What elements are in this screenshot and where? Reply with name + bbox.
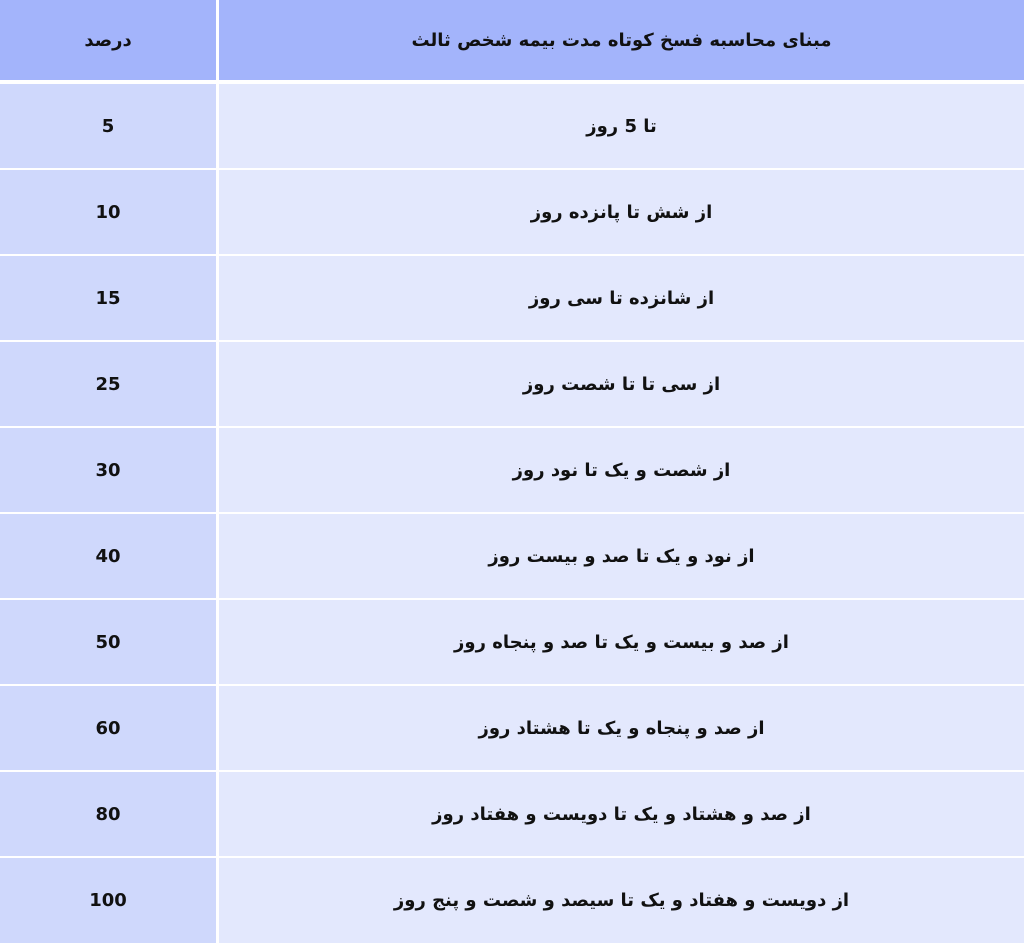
table-row — [0, 858, 1024, 943]
header-percent: درصد — [0, 0, 216, 80]
header-range: مبنای محاسبه فسخ کوتاه مدت بیمه شخص ثالث — [219, 0, 1024, 80]
percent-cell: 40 — [0, 514, 216, 598]
range-cell: از سی تا تا شصت روز — [219, 342, 1024, 426]
table-row — [0, 84, 1024, 168]
table-row — [0, 428, 1024, 512]
range-cell: از شانزده تا سی روز — [219, 256, 1024, 340]
range-cell: از شصت و یک تا نود روز — [219, 428, 1024, 512]
percent-cell: 50 — [0, 600, 216, 684]
range-cell: از صد و پنجاه و یک تا هشتاد روز — [219, 686, 1024, 770]
table-row — [0, 514, 1024, 598]
percent-cell: 10 — [0, 170, 216, 254]
table-row — [0, 256, 1024, 340]
table-row — [0, 686, 1024, 770]
percent-cell: 25 — [0, 342, 216, 426]
range-cell: از صد و بیست و یک تا صد و پنجاه روز — [219, 600, 1024, 684]
percent-cell: 30 — [0, 428, 216, 512]
percent-cell: 15 — [0, 256, 216, 340]
percent-cell: 60 — [0, 686, 216, 770]
table-row — [0, 600, 1024, 684]
range-cell: از شش تا پانزده روز — [219, 170, 1024, 254]
range-cell: از دویست و هفتاد و یک تا سیصد و شصت و پنج روز — [219, 858, 1024, 943]
range-cell: از صد و هشتاد و یک تا دویست و هفتاد روز — [219, 772, 1024, 856]
percent-cell: 80 — [0, 772, 216, 856]
table-row — [0, 772, 1024, 856]
percent-cell: 100 — [0, 858, 216, 943]
table-row — [0, 342, 1024, 426]
table-row — [0, 170, 1024, 254]
table-header-row — [0, 0, 1024, 80]
range-cell: تا 5 روز — [219, 84, 1024, 168]
percent-cell: 5 — [0, 84, 216, 168]
range-cell: از نود و یک تا صد و بیست روز — [219, 514, 1024, 598]
